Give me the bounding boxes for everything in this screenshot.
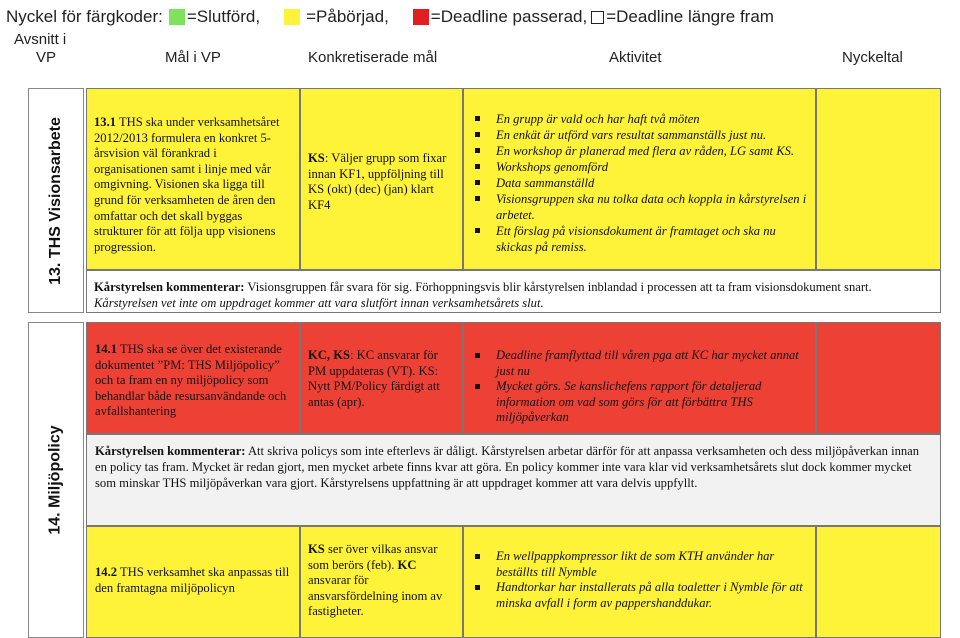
responsible-lead: KS: [308, 151, 325, 165]
responsible-lead: KS: [308, 542, 325, 556]
legend-label: =Deadline passerad,: [430, 7, 588, 26]
swatch-green: [169, 9, 185, 25]
col-header-mal: Mål i VP: [165, 49, 221, 66]
activity-cell-14-1: [463, 322, 816, 434]
legend-label: =Påbörjad,: [306, 7, 389, 26]
column-header-row: [0, 49, 960, 71]
legend-item-deadline-later: [591, 7, 774, 27]
comment-cell-14: [86, 434, 941, 526]
comment-cell-13: [86, 270, 941, 313]
section-title: 13. THS Visionsarbete: [47, 116, 64, 285]
section-label-14: [28, 322, 84, 638]
comment-lead: Kårstyrelsen kommenterar:: [94, 280, 245, 294]
comment-lead: Kårstyrelsen kommenterar:: [95, 444, 246, 458]
activity-list: [470, 348, 807, 426]
activity-item: Ett förslag på visionsdokument är framtaget och ska nu skickas på remiss.: [470, 223, 807, 255]
goal-text: THS ska se över det existerande dokumentet ”PM: THS Miljöpolicy” och ta fram en ny miljöpolicy som behandlar både resursanvändande och avfallshantering: [95, 342, 287, 419]
legend-label: =Deadline längre fram: [606, 7, 774, 26]
activity-list: [470, 111, 807, 255]
goal-cell-14-2: [86, 526, 300, 638]
concrete-text-2: ansvarar för ansvarsfördelning inom av fastigheter.: [308, 573, 443, 619]
comment-text: Visionsgruppen får svara för sig. Förhoppningsvis blir kårstyrelsen inblandad i processen att ta fram visionsdokument snart.: [244, 280, 872, 294]
legend-item-started: [284, 7, 389, 27]
goal-number: 14.1: [95, 342, 118, 356]
comment-text: Att skriva policys som inte efterlevs är dåligt. Kårstyrelsen arbetar därför för att anpassa verksamheten och dess miljöpåverkan innan en policy tas fram. Mycket är redan gjort, men mycket arbete finns kvar att göra. En policy kommer inte vara klar vid verksamhetsårets slut dock kommer mycket som minskar THS miljöpåverkan vara gjort. Kårstyrelsens uppfattning är att uppdraget kommer att vara delvis uppfyllt.: [95, 444, 920, 490]
activity-item: En grupp är vald och har haft två möten: [470, 111, 807, 127]
activity-list: [470, 549, 807, 611]
header-section-label: Avsnitt i: [14, 31, 67, 48]
concrete-text: : Väljer grupp som fixar innan KF1, uppföljning till KS (okt) (dec) (jan) klart KF4: [308, 151, 447, 212]
col-header-vp: VP: [36, 49, 57, 66]
legend-label: =Slutförd,: [186, 7, 261, 26]
swatch-white: [591, 11, 604, 24]
col-header-konkret: Konkretiserade mål: [308, 49, 438, 66]
kpi-cell-14-1: [816, 322, 941, 434]
goal-cell-14-1: [86, 322, 300, 434]
goal-text: THS ska under verksamhetsåret 2012/2013 formulera en konkret 5-årsvision väl förankrad i organisationen samt i linje med vår omgivning. Visionen ska ligga till grund för verksamheten de åren den omfattar och det skall byggas strukturer för att följa upp visionens progression.: [94, 115, 280, 254]
goal-number: 14.2: [95, 565, 118, 579]
concrete-cell-13-1: [300, 88, 463, 270]
col-header-nyckeltal: Nyckeltal: [842, 49, 903, 66]
activity-item: Visionsgruppen ska nu tolka data och koppla in kårstyrelsen i arbetet.: [470, 191, 807, 223]
activity-item: Mycket görs. Se kanslichefens rapport för detaljerad information om vad som görs för att förbättra THS miljöpåverkan: [470, 379, 807, 426]
goal-number: 13.1: [94, 115, 117, 129]
kpi-cell-13-1: [816, 88, 941, 270]
kpi-cell-14-2: [816, 526, 941, 638]
activity-item: En wellpappkompressor likt de som KTH använder har beställts till Nymble: [470, 549, 807, 580]
activity-item: En workshop är planerad med flera av råden, LG samt KS.: [470, 143, 807, 159]
concrete-text: : KC ansvarar för PM uppdateras (VT). KS: Nytt PM/Policy färdigt att antas (apr).: [308, 348, 440, 409]
concrete-text: ser över vilkas ansvar som berörs (feb).: [308, 542, 438, 572]
activity-item: Workshops genomförd: [470, 159, 807, 175]
col-header-aktivitet: Aktivitet: [609, 49, 662, 66]
legend-prefix: Nyckel för färgkoder:: [6, 7, 163, 26]
responsible-lead: KC, KS: [308, 348, 350, 362]
activity-cell-14-2: [463, 526, 816, 638]
goal-text: THS verksamhet ska anpassas till den framtagna miljöpolicyn: [95, 565, 290, 595]
activity-cell-13-1: [463, 88, 816, 270]
concrete-cell-14-1: [300, 322, 463, 434]
activity-item: Data sammanställd: [470, 175, 807, 191]
legend-item-deadline-passed: [413, 7, 587, 27]
responsible-lead-2: KC: [397, 557, 417, 572]
activity-item: Handtorkar har installerats på alla toaletter i Nymble för att minska avfall i form av pappershanddukar.: [470, 580, 807, 611]
concrete-cell-14-2: [300, 526, 463, 638]
comment-italic: Kårstyrelsen vet inte om uppdraget kommer att vara slutfört innan verksamhetsårets slut.: [94, 296, 544, 310]
goal-cell-13-1: [86, 88, 300, 270]
section-title: 14. Miljöpolicy: [47, 425, 65, 535]
color-legend: [6, 5, 774, 29]
activity-item: Deadline framflyttad till våren pga att KC har mycket annat just nu: [470, 348, 807, 379]
legend-item-completed: [169, 7, 260, 27]
activity-item: En enkät är utförd vars resultat sammanställs just nu.: [470, 127, 807, 143]
swatch-red: [413, 9, 429, 25]
swatch-yellow: [284, 9, 300, 25]
section-label-13: [28, 88, 84, 313]
